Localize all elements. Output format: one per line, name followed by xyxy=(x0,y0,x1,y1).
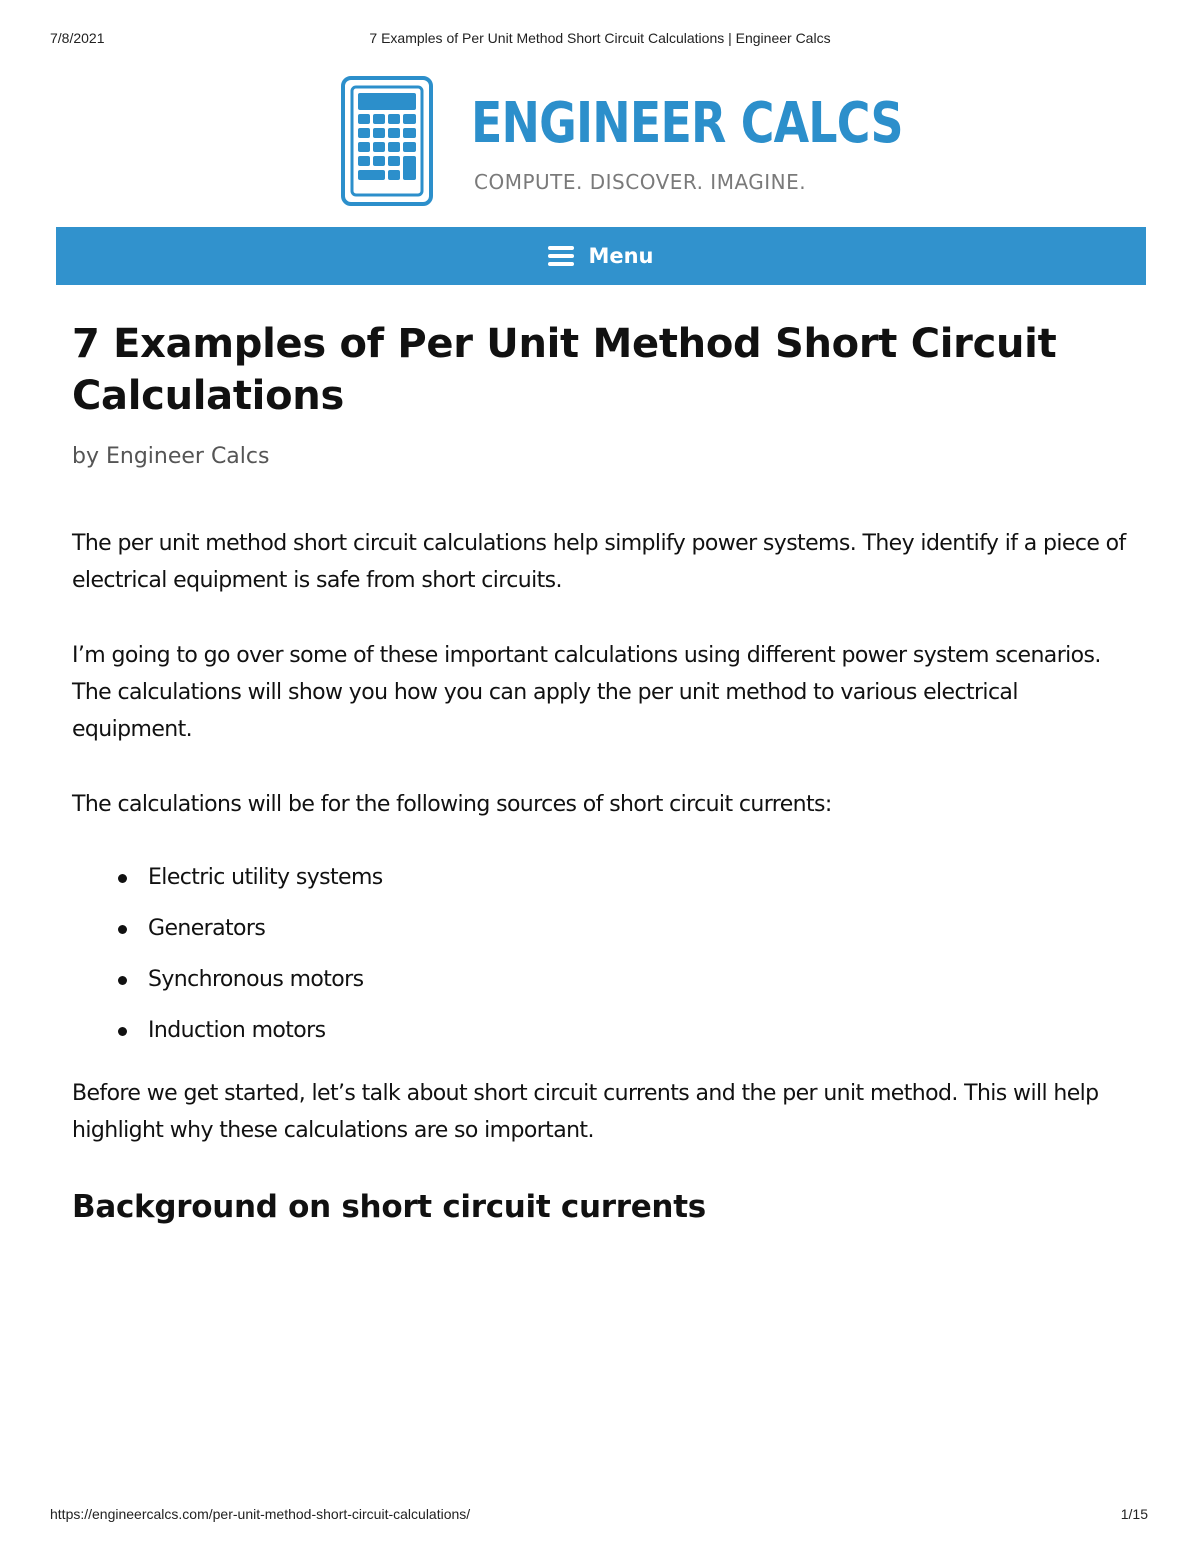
hamburger-icon xyxy=(548,246,574,266)
paragraph-intro: The per unit method short circuit calculations help simplify power systems. They identify if a piece of electrical equipment is safe from short circuits. xyxy=(72,531,1126,593)
print-header xyxy=(0,30,1200,50)
bullet-icon xyxy=(118,925,127,934)
list-item: Electric utility systems xyxy=(72,859,1132,896)
list-item: Induction motors xyxy=(72,1012,1132,1049)
print-date: 7/8/2021 xyxy=(50,30,105,46)
article-byline: by Engineer Calcs xyxy=(72,444,270,469)
menu-label: Menu xyxy=(588,244,654,268)
paragraph-overview: I’m going to go over some of these important calculations using different power system scenarios. The calculations will show you how you can apply the per unit method to various electrical equipment. xyxy=(72,643,1101,742)
bullet-icon xyxy=(118,976,127,985)
calculator-icon xyxy=(341,76,433,206)
paragraph-sources-lead: The calculations will be for the following sources of short circuit currents: xyxy=(72,792,832,817)
brand-tagline: COMPUTE. DISCOVER. IMAGINE. xyxy=(474,170,807,194)
site-logo[interactable] xyxy=(341,76,903,208)
list-item: Synchronous motors xyxy=(72,961,1132,998)
paragraph-transition: Before we get started, let’s talk about short circuit currents and the per unit method. This will help highlight why these calculations are so important. xyxy=(72,1081,1099,1143)
bullet-icon xyxy=(118,1027,127,1036)
bullet-icon xyxy=(118,874,127,883)
article-content xyxy=(72,318,1132,1227)
article-title: 7 Examples of Per Unit Method Short Circuit Calculations xyxy=(72,321,1057,419)
print-url: https://engineercalcs.com/per-unit-method-short-circuit-calculations/ xyxy=(50,1506,471,1522)
sources-list xyxy=(72,859,1132,1049)
brand-name: ENGINEER CALCS xyxy=(471,91,903,156)
print-footer xyxy=(0,1506,1200,1526)
list-item: Generators xyxy=(72,910,1132,947)
print-page-title: 7 Examples of Per Unit Method Short Circuit Calculations | Engineer Calcs xyxy=(369,30,831,46)
menu-toggle-button[interactable] xyxy=(56,227,1146,285)
section-heading: Background on short circuit currents xyxy=(72,1189,706,1225)
print-page-number: 1/15 xyxy=(1120,1506,1148,1522)
